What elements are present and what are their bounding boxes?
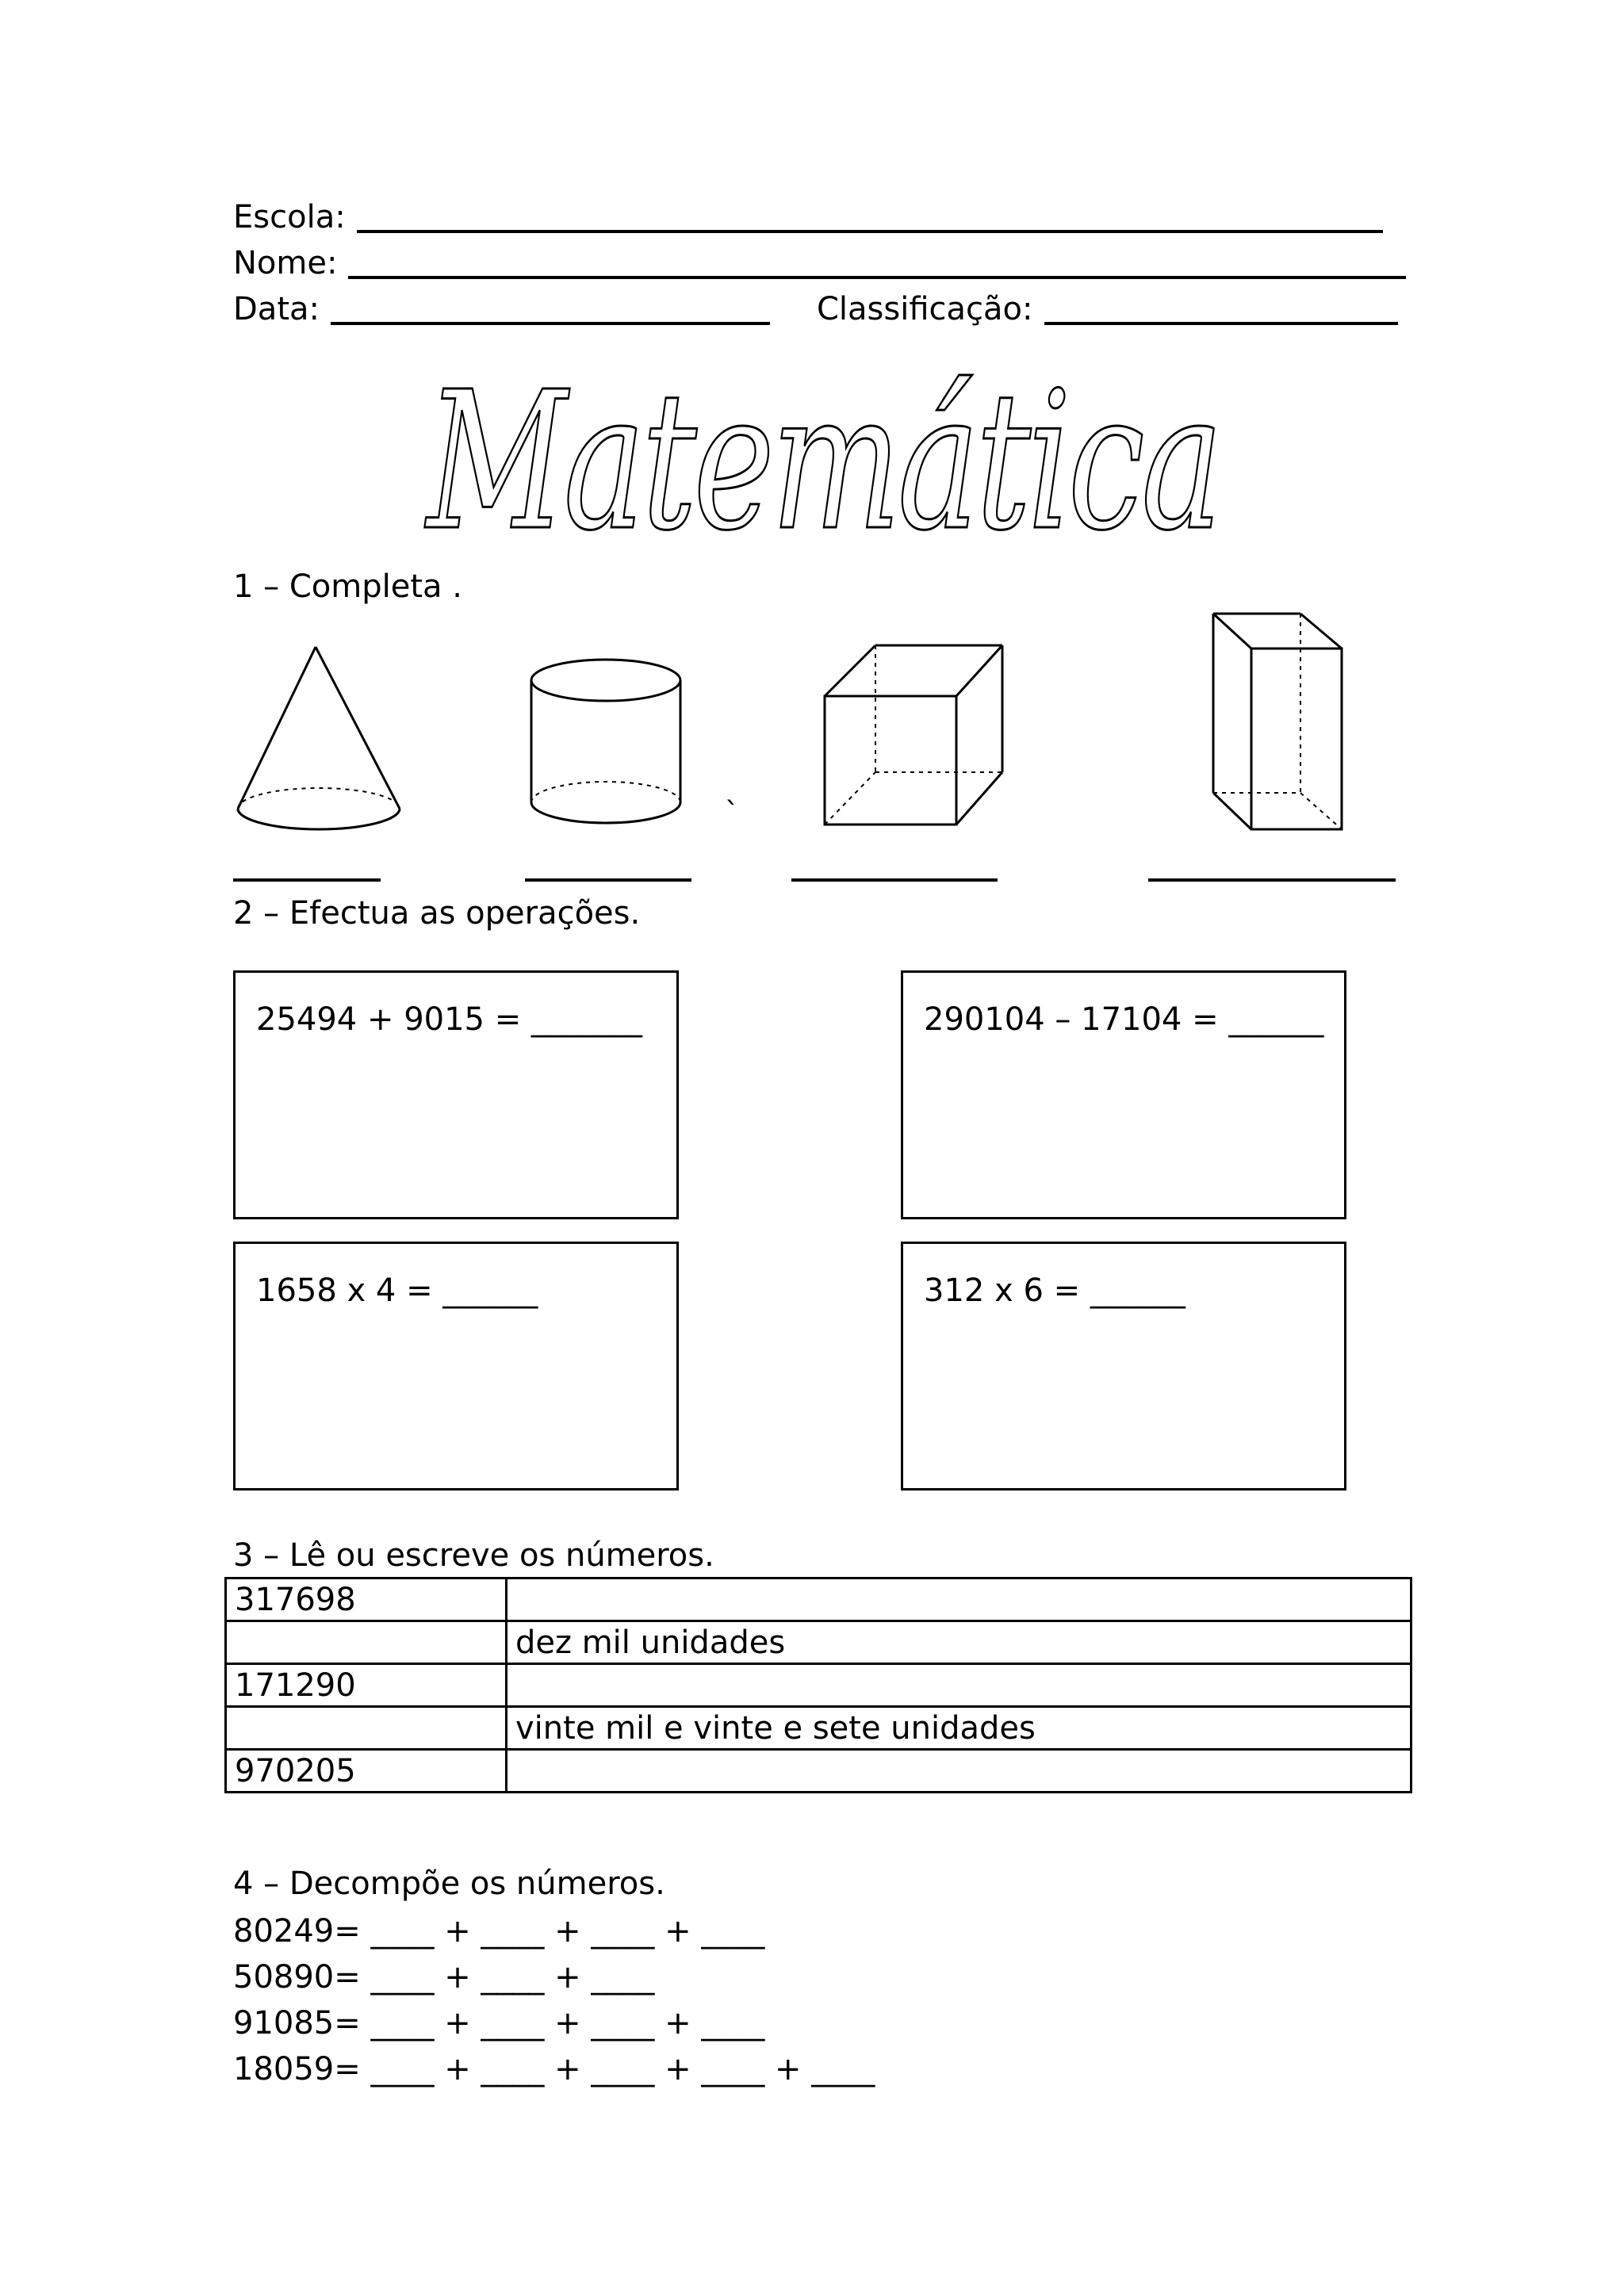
name-label: Nome: [233,245,338,281]
table-row [226,1664,1411,1707]
page-title: Matemática [427,350,1220,572]
table-row [226,1578,1411,1621]
decompose-line[interactable]: 91085= ____ + ____ + ____ + ____ [233,2005,765,2042]
operation-text: 1658 x 4 = ______ [256,1272,538,1309]
operation-box-multiplication-2[interactable] [901,1242,1346,1490]
section2-heading: 2 – Efectua as operações. [233,895,641,932]
rectangular-prism-icon [1213,614,1342,829]
cylinder-answer-blank[interactable] [525,878,691,882]
number-cell[interactable]: 317698 [226,1578,507,1621]
prism-answer-blank[interactable] [1148,878,1396,882]
table-row [226,1750,1411,1793]
operation-text: 290104 – 17104 = ______ [924,1001,1324,1038]
decompose-line[interactable]: 50890= ____ + ____ + ____ [233,1959,655,1996]
decompose-line[interactable]: 80249= ____ + ____ + ____ + ____ [233,1913,765,1950]
decompose-line[interactable]: 18059= ____ + ____ + ____ + ____ + ____ [233,2051,875,2087]
number-cell[interactable]: 970205 [226,1750,507,1793]
words-cell[interactable] [507,1664,1411,1707]
section1-heading: 1 – Completa . [233,568,462,605]
cone-answer-blank[interactable] [233,878,381,882]
stray-mark: ` [725,797,739,829]
cube-answer-blank[interactable] [791,878,998,882]
numbers-table [224,1577,1412,1793]
operation-box-subtraction[interactable] [901,970,1346,1219]
section4-heading: 4 – Decompõe os números. [233,1866,665,1902]
words-cell[interactable]: dez mil unidades [507,1621,1411,1664]
operation-text: 312 x 6 = ______ [924,1272,1185,1309]
cone-icon [238,647,400,829]
school-label: Escola: [233,199,346,235]
operation-box-addition[interactable] [233,970,679,1219]
cylinder-icon [531,660,680,823]
number-cell[interactable] [226,1707,507,1750]
section3-heading: 3 – Lê ou escreve os números. [233,1537,714,1574]
date-label: Data: [233,291,320,327]
cube-icon [825,645,1002,825]
grade-label: Classificação: [817,291,1033,327]
operation-box-multiplication-1[interactable] [233,1242,679,1490]
number-cell[interactable]: 171290 [226,1664,507,1707]
number-cell[interactable] [226,1621,507,1664]
operation-text: 25494 + 9015 = _______ [256,1001,642,1038]
table-row [226,1707,1411,1750]
table-row [226,1621,1411,1664]
words-cell[interactable] [507,1750,1411,1793]
words-cell[interactable] [507,1578,1411,1621]
shapes-illustration [0,0,1624,872]
words-cell[interactable]: vinte mil e vinte e sete unidades [507,1707,1411,1750]
